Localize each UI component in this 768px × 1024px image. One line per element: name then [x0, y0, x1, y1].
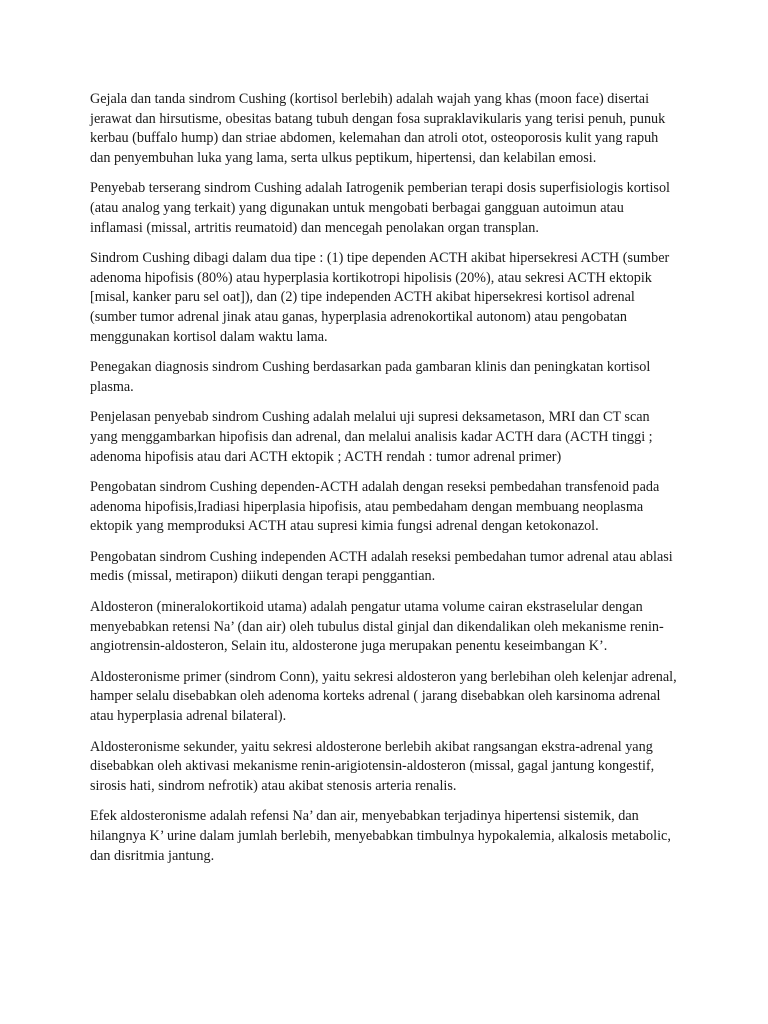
document-body — [90, 90, 680, 877]
paragraph-treatment-dependent: Pengobatan sindrom Cushing dependen-ACTH adalah dengan reseksi pembedahan transfenoid pada adenoma hipofisis,Iradiasi hiperplasia hipofisis, atau pembedaham dengan membuang neoplasma ektopik yang memproduksi ACTH atau supresi kimia fungsi adrenal dengan ketokonazol. — [90, 479, 660, 535]
paragraph-cushing-types: Sindrom Cushing dibagi dalam dua tipe : (1) tipe dependen ACTH akibat hipersekresi ACTH (sumber adenoma hipofisis (80%) atau hyperplasia kortikotropi hipolisis (20%), atau sekresi ACTH ektopik [misal, kanker paru sel oat]), dan (2) tipe independen ACTH akibat hipersekresi kortisol adrenal (sumber tumor adrenal jinak atau ganas, hyperplasia adrenokortikal autonom) atau pengobatan menggunakan kortisol dalam waktu lama. — [90, 250, 670, 345]
paragraph-cushing-symptoms: Gejala dan tanda sindrom Cushing (kortisol berlebih) adalah wajah yang khas (moon face) disertai jerawat dan hirsutisme, obesitas batang tubuh dengan fosa supraklavikularis yang terisi penuh, punuk kerbau (buffalo hump) dan striae abdomen, kelemahan dan atroli otot, osteoporosis kulit yang rapuh dan penyembuhan luka yang lama, serta ulkus peptikum, hipertensi, dan kelabilan emosi. — [90, 91, 666, 166]
paragraph-cushing-diagnosis: Penegakan diagnosis sindrom Cushing berdasarkan pada gambaran klinis dan peningkatan kortisol plasma. — [90, 359, 651, 395]
paragraph-secondary-aldosteronism: Aldosteronisme sekunder, yaitu sekresi aldosterone berlebih akibat rangsangan ekstra-adrenal yang disebabkan oleh aktivasi mekanisme renin-arigiotensin-aldosteron (missal, gagal jantung kongestif, sirosis hati, sindrom nefrotik) atau akibat stenosis arteria renalis. — [90, 738, 655, 794]
paragraph-cushing-cause: Penyebab terserang sindrom Cushing adalah Iatrogenik pemberian terapi dosis superfisiologis kortisol (atau analog yang terkait) yang digunakan untuk mengobati berbagai gangguan autoimun atau inflamasi (missal, artritis reumatoid) dan mencegah penolakan organ transplan. — [90, 180, 670, 236]
paragraph-treatment-independent: Pengobatan sindrom Cushing independen ACTH adalah reseksi pembedahan tumor adrenal atau ablasi medis (missal, metirapon) diikuti dengan terapi penggantian. — [90, 548, 673, 585]
paragraph-aldosteronism-effects: Efek aldosteronisme adalah refensi Na’ dan air, menyebabkan terjadinya hipertensi sistemik, dan hilangnya K’ urine dalam jumlah berlebih, menyebabkan timbulnya hypokalemia, alkalosis metabolic, dan disritmia jantung. — [90, 808, 671, 864]
paragraph-primary-aldosteronism: Aldosteronisme primer (sindrom Conn), yaitu sekresi aldosteron yang berlebihan oleh kelenjar adrenal, hamper selalu disebabkan oleh adenoma korteks adrenal ( jarang disebabkan oleh karsinoma adrenal atau hyperplasia adrenal bilateral). — [90, 668, 677, 725]
paragraph-aldosterone: Aldosteron (mineralokortikoid utama) adalah pengatur utama volume cairan ekstraselular dengan menyebabkan retensi Na’ (dan air) oleh tubulus distal ginjal dan dikendalikan oleh mekanisme renin-angiotrensin-aldosteron, Selain itu, aldosterone juga merupakan penentu keseimbangan K’. — [90, 599, 664, 655]
paragraph-cushing-explanation: Penjelasan penyebab sindrom Cushing adalah melalui uji supresi deksametason, MRI dan CT scan yang menggambarkan hipofisis dan adrenal, dan melalui analisis kadar ACTH dara (ACTH tinggi ; adenoma hipofisis atau dari ACTH ektopik ; ACTH rendah : tumor adrenal primer) — [90, 409, 653, 465]
